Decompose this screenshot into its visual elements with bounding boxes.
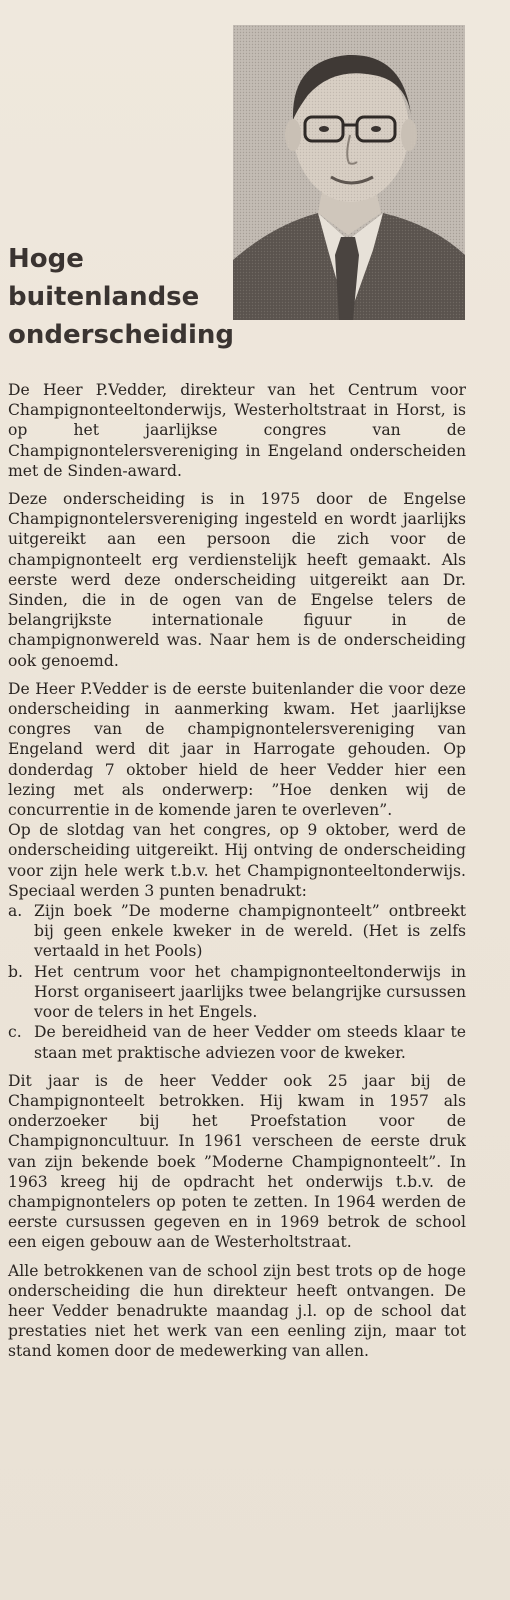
paragraph-congress: De Heer P.Vedder is de eerste buitenlander die voor deze onderscheiding in aanmerking kwam. Het jaarlijkse congres van de champignontelersvereniging van Engeland werd dit jaar in Harrogate gehouden. Op donderdag 7 oktober hield de heer Vedder hier een lezing met als onderwerp: ”Hoe denken wij de concurrentie in de komende jaren te overleven”.: [8, 679, 466, 820]
list-item: [8, 1022, 466, 1062]
headline-line-1: Hoge: [8, 244, 84, 274]
article-body: [8, 380, 466, 1370]
paragraph-career: Dit jaar is de heer Vedder ook 25 jaar bij de Champignonteelt betrokken. Hij kwam in 1957 als onderzoeker bij het Proefstation voor de Champignoncultuur. In 1961 verscheen de eerste druk van zijn bekende boek ”Moderne Champignonteelt”. In 1963 kreeg hij de opdracht het onderwijs t.b.v. de champignontelers op poten te zetten. In 1964 werden de eerste cursussen gegeven en in 1969 betrok de school een eigen gebouw aan de Westerholtstraat.: [8, 1071, 466, 1252]
list-item-text: Het centrum voor het champignonteeltonderwijs in Horst organiseert jaarlijks twee belangrijke cursussen voor de telers in het Engels.: [34, 962, 466, 1022]
paragraph-award-history: Deze onderscheiding is in 1975 door de Engelse Champignontelersvereniging ingesteld en wordt jaarlijks uitgereikt aan een persoon die zich voor de champignonteelt erg verdienstelijk heeft gemaakt. Als eerste werd deze onderscheiding uitgereikt aan Dr. Sinden, die in de ogen van de Engelse telers de belangrijkste internationale figuur in de champignonwereld was. Naar hem is de onderscheiding ook genoemd.: [8, 490, 466, 670]
headline-line-3: onderscheiding: [8, 320, 235, 350]
list-marker: b.: [8, 962, 23, 981]
award-points-list: [8, 901, 466, 1063]
list-item-text: De bereidheid van de heer Vedder om steeds klaar te staan met praktische adviezen voor de kweker.: [34, 1023, 466, 1062]
list-item-text: Zijn boek ”De moderne champignonteelt” ontbreekt bij geen enkele kweker in de wereld. (Het is zelfs vertaald in het Pools): [34, 902, 466, 961]
list-marker: a.: [8, 902, 23, 921]
paragraph-presentation: Op de slotdag van het congres, op 9 oktober, werd de onderscheiding uitgereikt. Hij ontving de onderscheiding voor zijn hele werk t.b.v. het Champignonteeltonderwijs. Speciaal werden 3 punten benadrukt:: [8, 821, 466, 900]
paragraph-intro: De Heer P.Vedder, direkteur van het Centrum voor Champignonteeltonderwijs, Westerholtstraat in Horst, is op het jaarlijkse congres van de Champignontelersvereniging in Engeland onderscheiden met de Sinden-award.: [8, 381, 466, 480]
list-item: [8, 962, 466, 1023]
headline-line-2: buitenlandse: [8, 282, 200, 312]
paragraph-closing: Alle betrokkenen van de school zijn best trots op de hoge onderscheiding die hun direkteur heeft ontvangen. De heer Vedder benadrukte maandag j.l. op de school dat prestaties niet het werk van een eenling zijn, maar tot stand komen door de medewerking van allen.: [8, 1261, 466, 1361]
list-marker: c.: [8, 1023, 22, 1042]
list-item: [8, 901, 466, 962]
article-headline: [8, 240, 278, 354]
